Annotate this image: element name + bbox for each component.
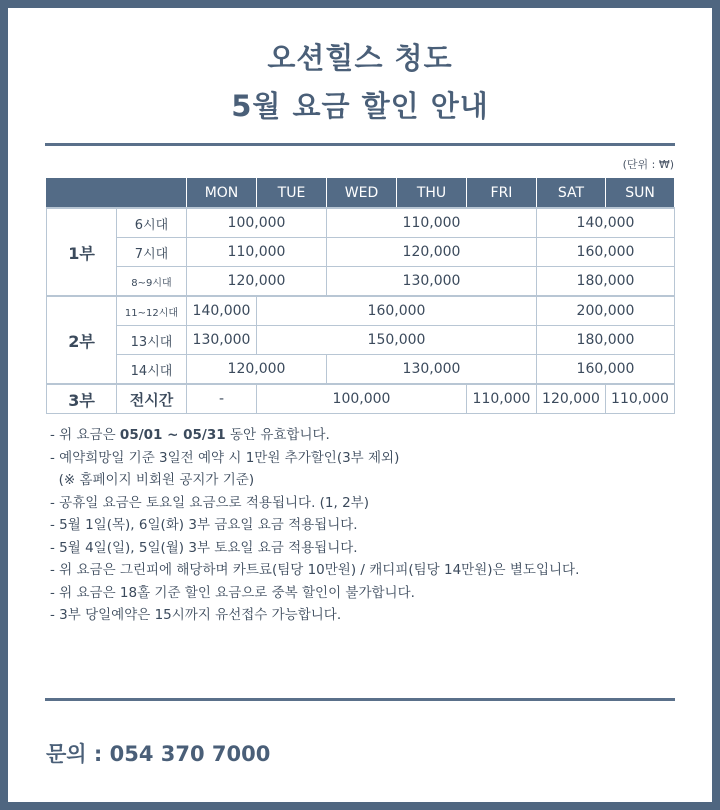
price-cell: 140,000 [187, 296, 257, 326]
header-thu: THU [397, 178, 467, 209]
price-cell: 200,000 [537, 296, 675, 326]
page-subtitle: 5월 요금 할인 안내 [231, 89, 489, 123]
price-cell: 110,000 [187, 238, 327, 267]
price-cell: 110,000 [606, 384, 675, 414]
price-cell: 150,000 [257, 326, 537, 355]
table-row [47, 267, 675, 297]
part1-group [47, 208, 675, 296]
part3-group [47, 384, 675, 414]
part3-label: 3부 [47, 384, 117, 414]
valid-period: 05/01 ~ 05/31 [119, 427, 226, 443]
part1-label: 1부 [47, 208, 117, 296]
top-divider [45, 143, 675, 146]
table-row [47, 384, 675, 414]
price-cell: 120,000 [537, 384, 606, 414]
slot-label: 전시간 [117, 384, 187, 414]
table-row [47, 326, 675, 355]
price-cell: 130,000 [327, 267, 537, 297]
price-cell: 180,000 [537, 326, 675, 355]
note-item: - 위 요금은 18홀 기준 할인 요금으로 중복 할인이 불가합니다. [50, 584, 415, 601]
price-cell: 130,000 [327, 355, 537, 385]
bottom-divider [45, 698, 675, 701]
slot-label: 11~12시대 [117, 296, 187, 326]
note-item: - 공휴일 요금은 토요일 요금으로 적용됩니다. (1, 2부) [50, 494, 369, 511]
header-wed: WED [327, 178, 397, 209]
table-row [47, 355, 675, 385]
price-cell: 140,000 [537, 208, 675, 238]
rate-table [46, 177, 675, 414]
price-cell: 110,000 [327, 208, 537, 238]
price-cell: 120,000 [327, 238, 537, 267]
price-cell: 130,000 [187, 326, 257, 355]
table-header-row [47, 178, 675, 209]
slot-label: 8~9시대 [117, 267, 187, 297]
contact-phone: 문의 : 054 370 7000 [46, 742, 271, 766]
table-row [47, 238, 675, 267]
note-item: - 3부 당일예약은 15시까지 유선접수 가능합니다. [50, 607, 342, 623]
page-title: 오션힐스 청도 [267, 41, 453, 75]
note-item [50, 424, 690, 447]
header-corner [47, 178, 187, 209]
header-sun: SUN [606, 178, 675, 209]
part2-label: 2부 [47, 296, 117, 384]
note-item: - 예약희망일 기준 3일전 예약 시 1만원 추가할인(3부 제외) [50, 449, 400, 466]
part2-group [47, 296, 675, 384]
table-row [47, 208, 675, 238]
unit-note: (단위 : ₩) [622, 158, 674, 171]
note-item: (※ 홈페이지 비회원 공지가 기준) [50, 472, 255, 488]
header-mon: MON [187, 178, 257, 209]
note-item: - 5월 1일(목), 6일(화) 3부 금요일 요금 적용됩니다. [50, 517, 358, 533]
price-cell: 160,000 [537, 355, 675, 385]
note-item: - 5월 4일(일), 5일(월) 3부 토요일 요금 적용됩니다. [50, 539, 358, 556]
notes-list [50, 424, 690, 627]
slot-label: 14시대 [117, 355, 187, 385]
slot-label: 6시대 [117, 208, 187, 238]
header-fri: FRI [467, 178, 537, 209]
note-text: 동안 유효합니다. [225, 427, 330, 443]
table-row [47, 296, 675, 326]
price-cell: 160,000 [537, 238, 675, 267]
slot-label: 13시대 [117, 326, 187, 355]
slot-label: 7시대 [117, 238, 187, 267]
price-cell: 120,000 [187, 355, 327, 385]
header-sat: SAT [537, 178, 606, 209]
price-cell: 100,000 [187, 208, 327, 238]
price-cell: 100,000 [257, 384, 467, 414]
price-cell: - [187, 384, 257, 414]
note-item: - 위 요금은 그린피에 해당하며 카트료(팀당 10만원) / 캐디피(팀당 14만원)은 별도입니다. [50, 562, 580, 578]
header-tue: TUE [257, 178, 327, 209]
price-cell: 120,000 [187, 267, 327, 297]
price-cell: 180,000 [537, 267, 675, 297]
price-cell: 160,000 [257, 296, 537, 326]
note-text: - 위 요금은 [50, 427, 120, 443]
price-cell: 110,000 [467, 384, 537, 414]
